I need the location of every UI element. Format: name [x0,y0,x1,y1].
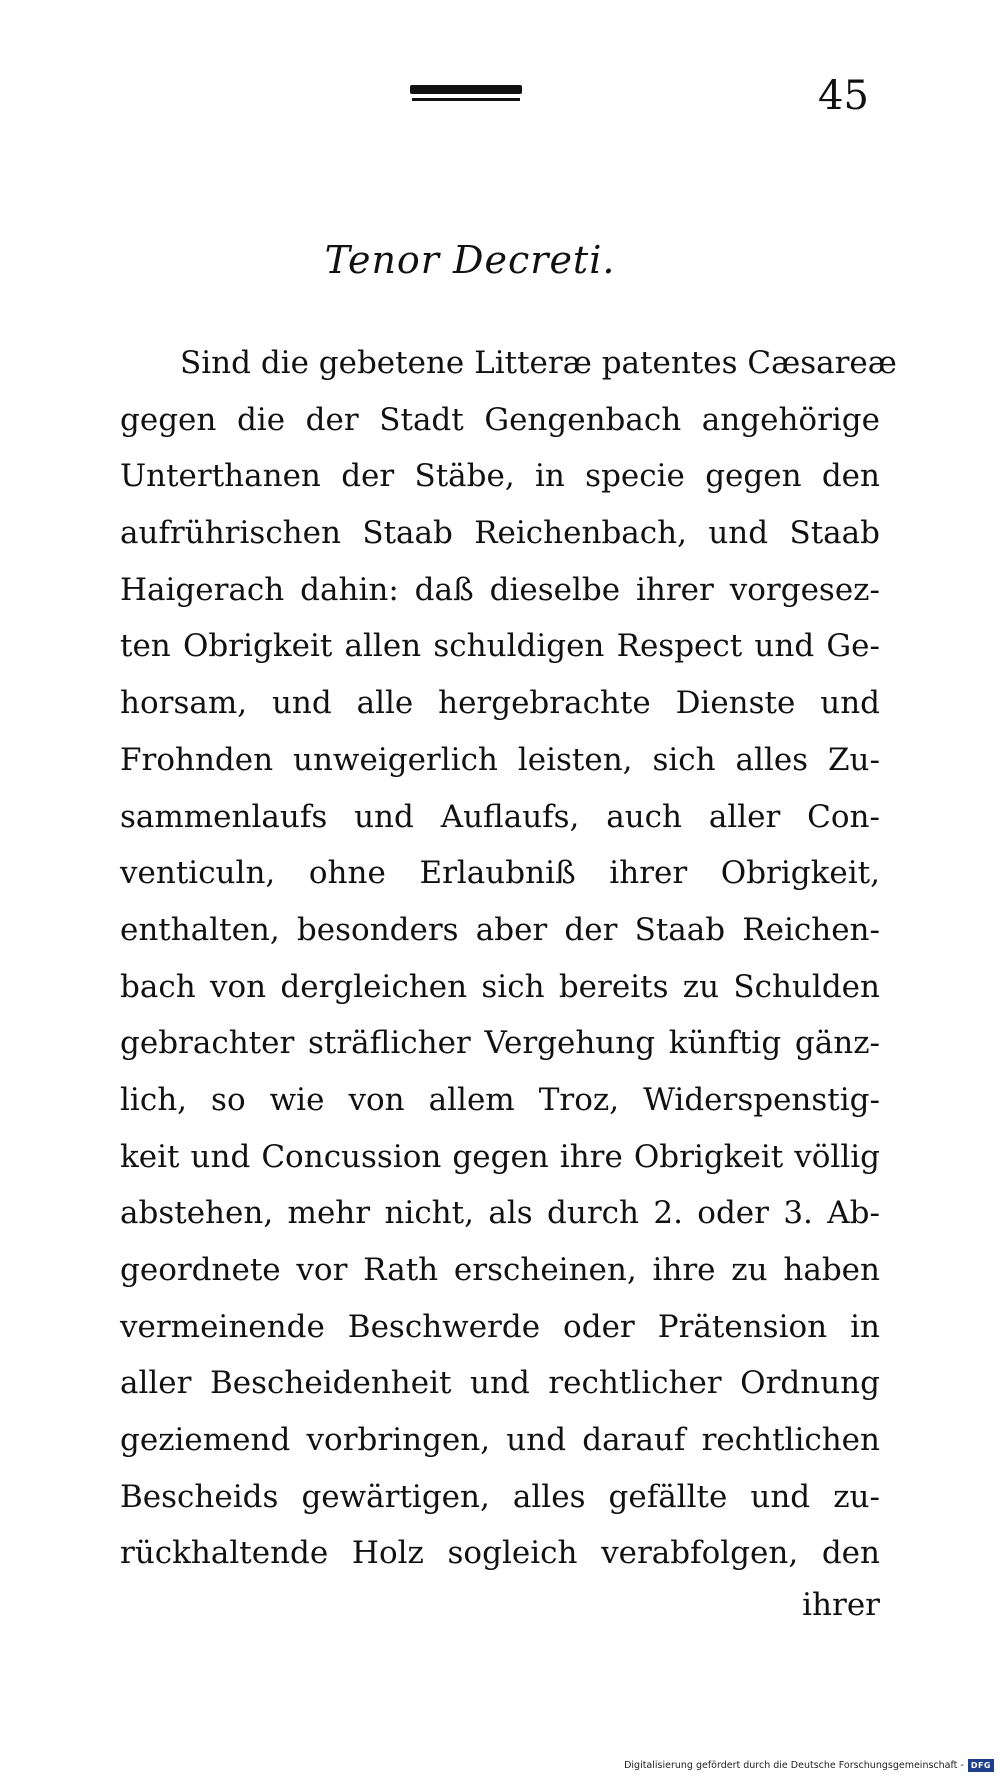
footer-credit-text: Digitalisierung gefördert durch die Deutsche Forschungsgemeinschaft - [624,1759,964,1771]
text-line: gegen die der Stadt Gengenbach angehörige [120,401,880,438]
text-line: Unterthanen der Stäbe, in specie gegen den [120,458,880,495]
text-line: Sind die gebetene Litteræ patentes Cæsareæ [180,345,897,381]
ornament-thick-bar [410,85,522,94]
text-line: enthalten, besonders aber der Staab Reichen- [120,911,880,948]
text-line: venticuln, ohne Erlaubniß ihrer Obrigkeit, [120,855,880,892]
text-line: sammenlaufs und Auflaufs, auch aller Con- [120,798,880,835]
text-line: gebrachter sträflicher Vergehung künftig gänz- [120,1025,880,1062]
text-line: aufrührischen Staab Reichenbach, und Staab [120,515,880,552]
text-line: horsam, und alle hergebrachte Dienste und [120,685,880,722]
text-line: geordnete vor Rath erscheinen, ihre zu haben [120,1252,880,1288]
text-line: abstehen, mehr nicht, als durch 2. oder 3. Ab- [120,1195,880,1232]
text-line: Bescheids gewärtigen, alles gefällte und zu- [120,1478,880,1515]
ornament-thin-bar [412,98,520,101]
dfg-logo: DFG [968,1759,994,1772]
text-line: rückhaltende Holz sogleich verabfolgen, den [120,1535,880,1572]
section-heading: Tenor Decreti. [324,238,616,282]
header-ornament-rule [410,85,522,103]
body-paragraph [120,335,897,1582]
text-line: Haigerach dahin: daß dieselbe ihrer vorgesez- [120,571,880,608]
text-line: geziemend vorbringen, und darauf rechtlichen [120,1422,880,1459]
text-line: bach von dergleichen sich bereits zu Schulden [120,968,880,1005]
text-line: aller Bescheidenheit und rechtlicher Ordnung [120,1365,880,1402]
text-line: Frohnden unweigerlich leisten, sich alles Zu- [120,741,880,778]
text-line: vermeinende Beschwerde oder Prätension in [120,1308,880,1345]
catchword: ihrer [802,1587,880,1623]
page-number: 45 [818,73,869,119]
text-line: keit und Concussion gegen ihre Obrigkeit völlig [120,1138,880,1175]
text-line: lich, so wie von allem Troz, Widerspenstig- [120,1081,880,1118]
text-line: ten Obrigkeit allen schuldigen Respect und Ge- [120,628,880,665]
digitization-footer [624,1756,994,1774]
